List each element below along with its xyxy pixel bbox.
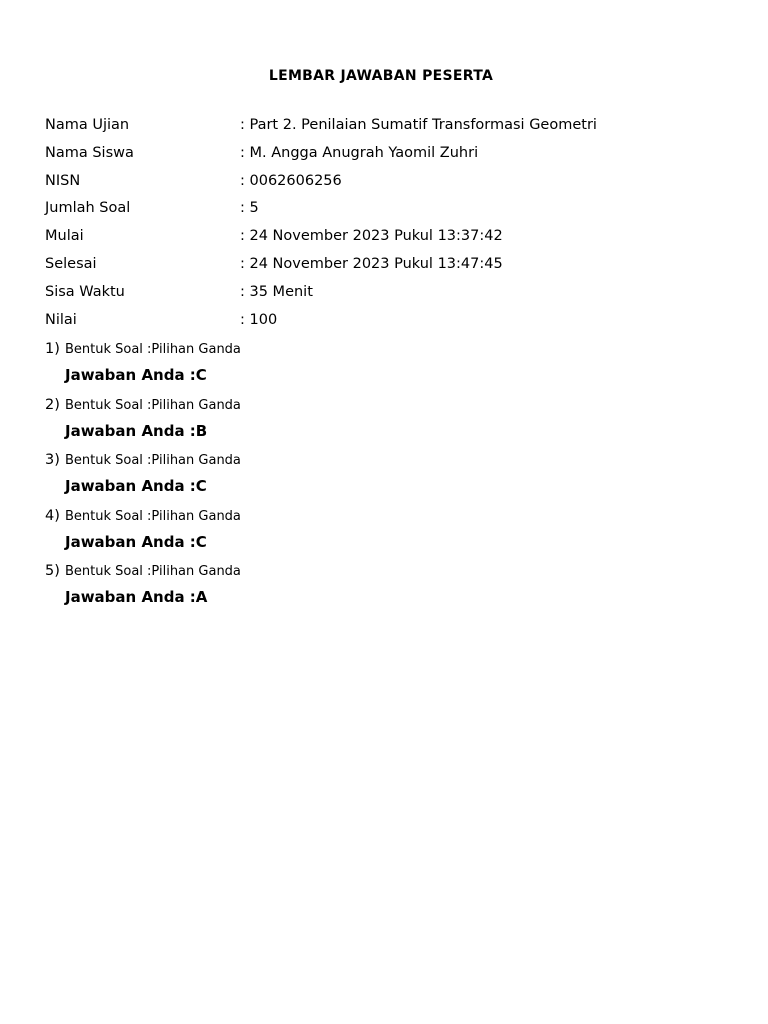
info-row-exam-name bbox=[45, 114, 597, 142]
question-answer: Jawaban Anda :C bbox=[65, 532, 207, 551]
info-label: Selesai bbox=[45, 255, 97, 272]
question-item bbox=[45, 395, 241, 451]
info-label: Nama Ujian bbox=[45, 117, 130, 133]
info-row-nisn bbox=[45, 170, 597, 198]
info-value: : 24 November 2023 Pukul 13:37:42 bbox=[240, 228, 503, 245]
info-row-start-time bbox=[45, 225, 597, 253]
info-row-remaining-time bbox=[45, 281, 597, 309]
question-item bbox=[45, 450, 241, 506]
question-answer: Jawaban Anda :A bbox=[65, 588, 208, 607]
question-number: 3) bbox=[45, 452, 60, 469]
question-number: 5) bbox=[45, 563, 60, 580]
page-title: LEMBAR JAWABAN PESERTA bbox=[268, 68, 494, 84]
question-item bbox=[45, 506, 241, 562]
info-value: : 100 bbox=[240, 311, 278, 328]
question-form: Bentuk Soal :Pilihan Ganda bbox=[64, 397, 241, 413]
info-value: : 5 bbox=[240, 200, 259, 217]
info-label: Jumlah Soal bbox=[45, 200, 131, 217]
info-label: NISN bbox=[45, 172, 81, 189]
question-line bbox=[45, 339, 241, 361]
question-number: 1) bbox=[45, 341, 60, 357]
question-item bbox=[45, 339, 241, 395]
question-answer: Jawaban Anda :C bbox=[65, 477, 207, 496]
info-row-end-time bbox=[45, 253, 597, 281]
question-number: 4) bbox=[45, 507, 60, 524]
question-number: 2) bbox=[45, 396, 60, 413]
exam-info-table bbox=[45, 114, 597, 336]
question-form: Bentuk Soal :Pilihan Ganda bbox=[64, 342, 241, 357]
question-item bbox=[45, 561, 241, 617]
info-value: : Part 2. Penilaian Sumatif Transformasi Geometri bbox=[240, 117, 597, 133]
question-answer: Jawaban Anda :C bbox=[65, 366, 207, 384]
question-form: Bentuk Soal :Pilihan Ganda bbox=[64, 508, 241, 524]
answer-list bbox=[45, 339, 241, 617]
info-value: : 0062606256 bbox=[240, 172, 342, 189]
info-label: Mulai bbox=[45, 228, 84, 245]
info-value: : 24 November 2023 Pukul 13:47:45 bbox=[240, 255, 503, 272]
info-label: Nilai bbox=[45, 311, 77, 328]
question-line bbox=[45, 395, 241, 417]
info-row-question-count bbox=[45, 197, 597, 225]
question-line bbox=[45, 450, 241, 472]
question-form: Bentuk Soal :Pilihan Ganda bbox=[64, 453, 241, 469]
question-form: Bentuk Soal :Pilihan Ganda bbox=[64, 564, 241, 580]
question-line bbox=[45, 561, 241, 583]
info-row-student-name bbox=[45, 142, 597, 170]
question-line bbox=[45, 506, 241, 528]
info-value: : 35 Menit bbox=[240, 283, 313, 300]
info-value: : M. Angga Anugrah Yaomil Zuhri bbox=[240, 144, 479, 161]
info-label: Sisa Waktu bbox=[45, 283, 125, 300]
info-row-score bbox=[45, 309, 597, 337]
question-answer: Jawaban Anda :B bbox=[65, 421, 208, 440]
info-label: Nama Siswa bbox=[45, 144, 134, 161]
